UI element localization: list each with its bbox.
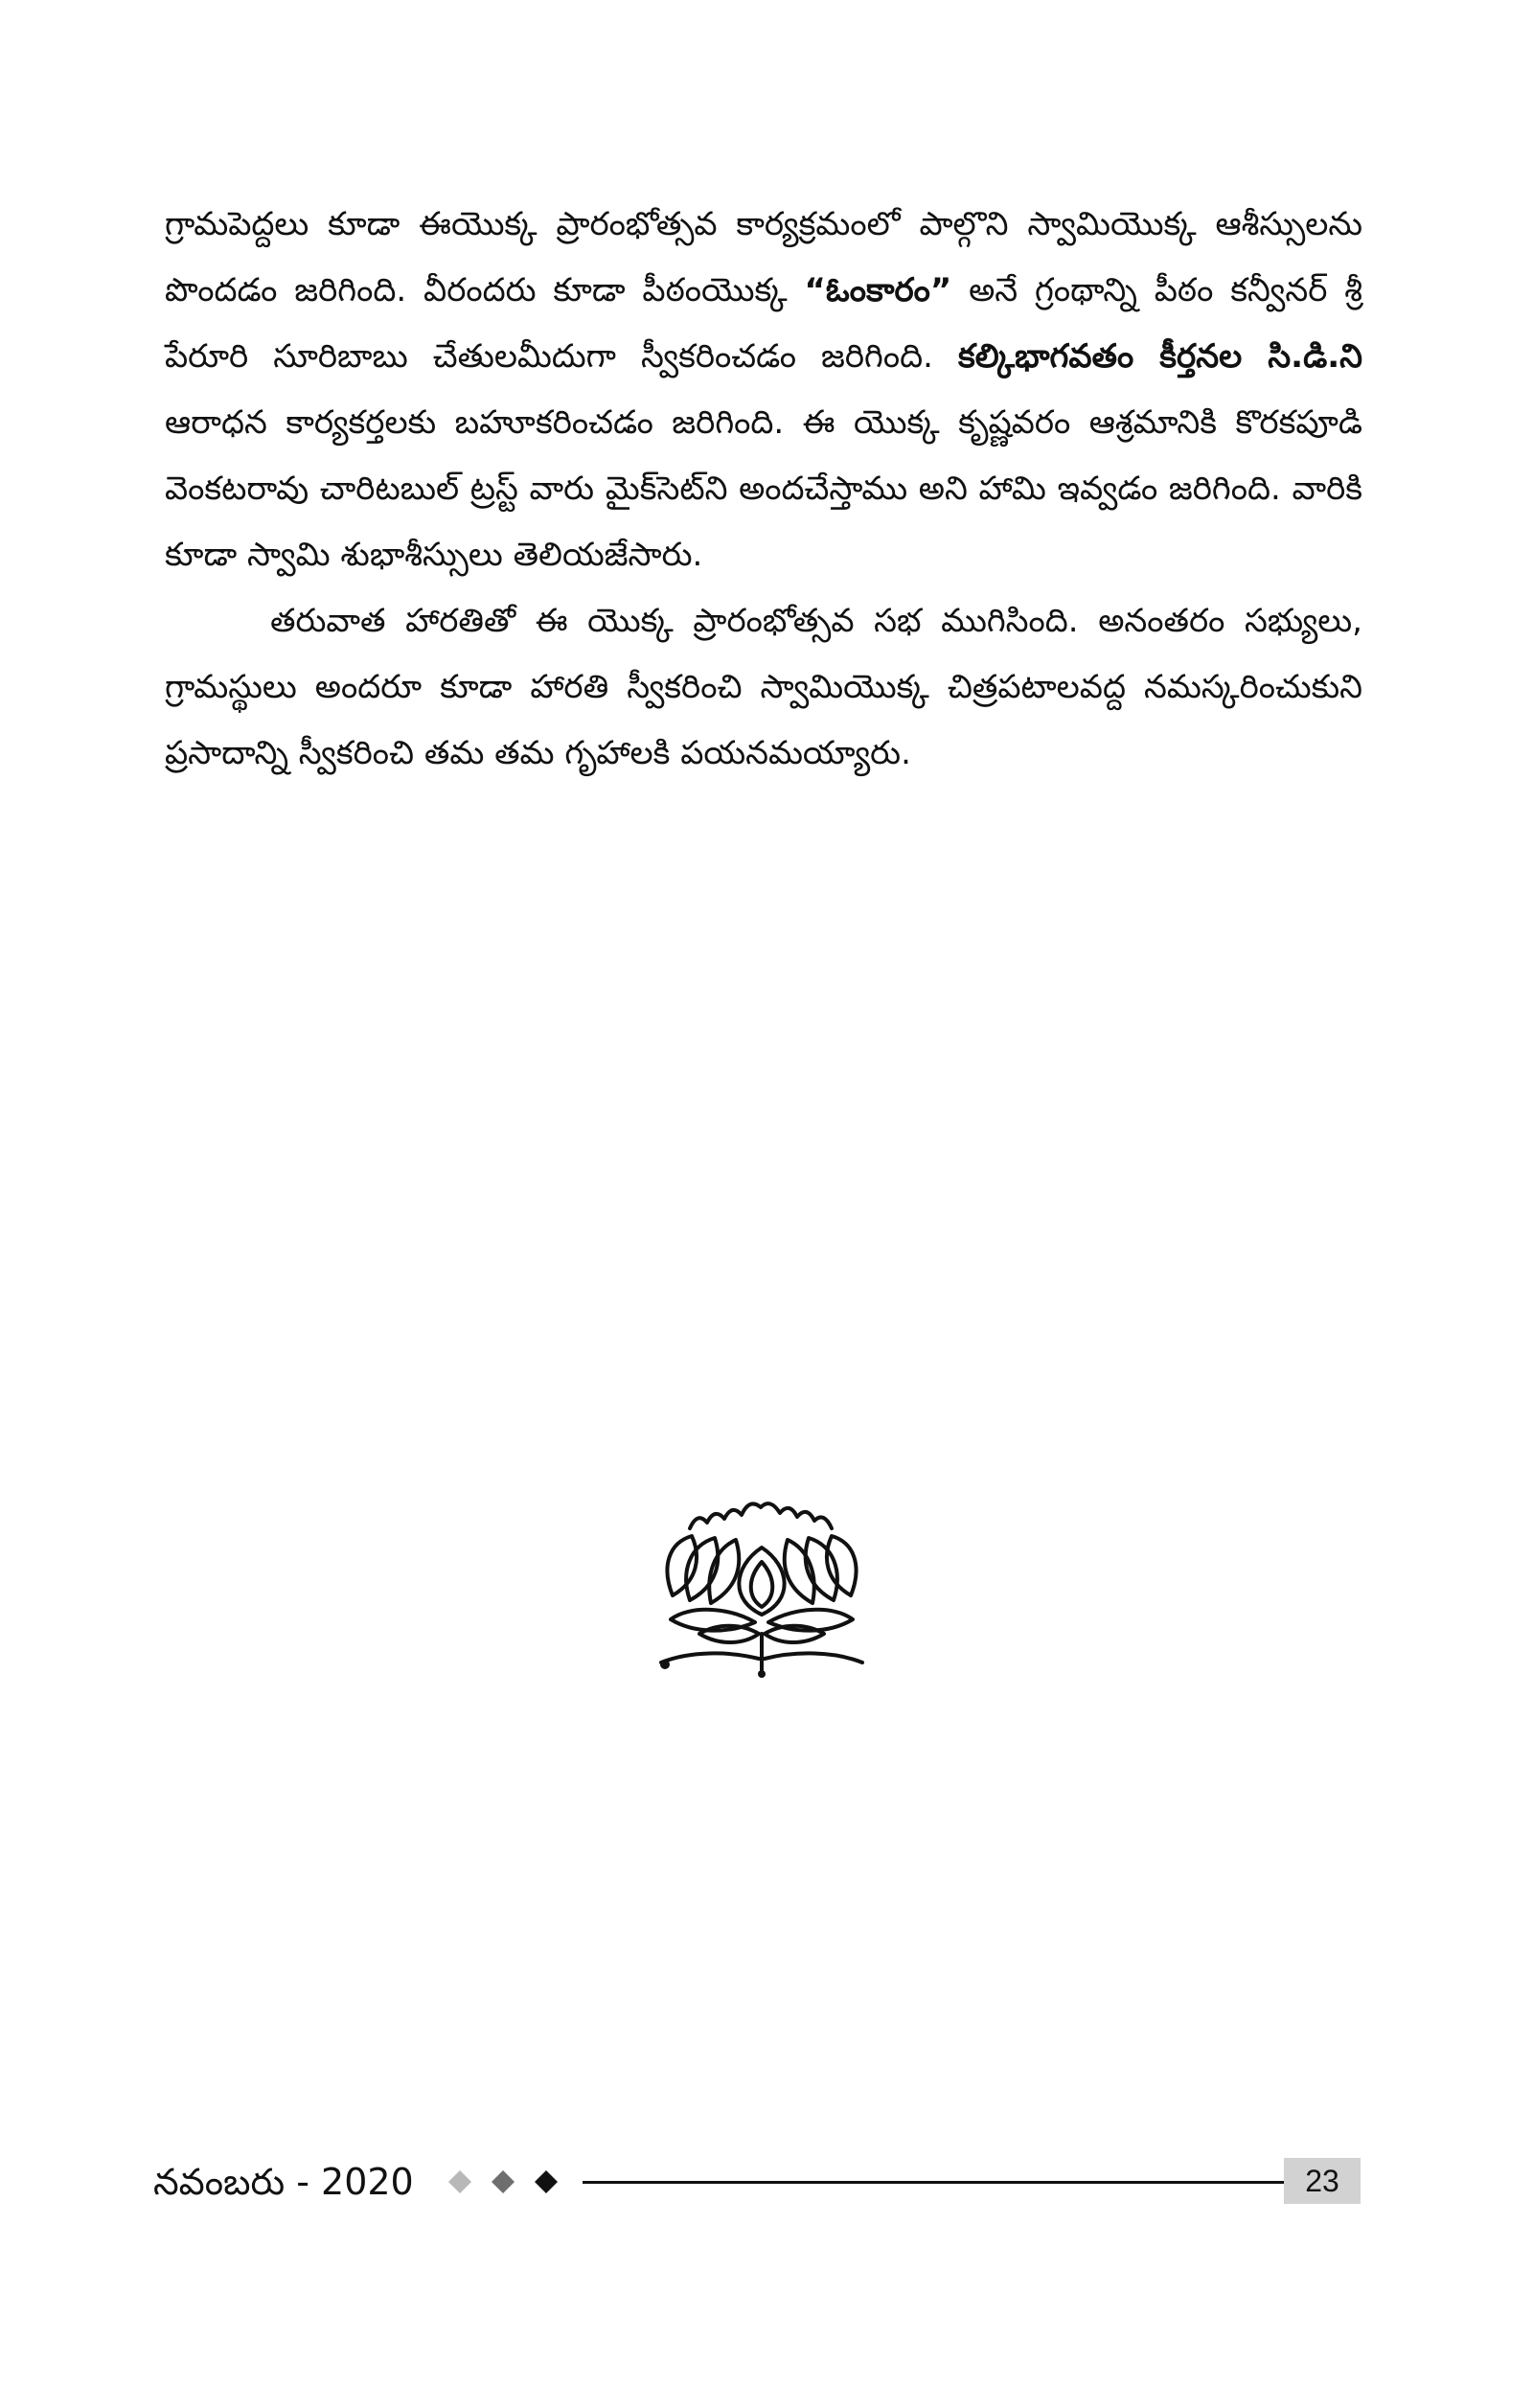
diamond-icon xyxy=(492,2170,515,2193)
paragraph-1-text-2: అనే గ్రంథాన్ని పీఠం కన్వీనర్ శ్రీ పేరూరి సూరిబాబు చేతులమీదుగా స్వీకరించడం జరిగింది. xyxy=(165,271,1362,376)
book-title-omkaram: “ఓంకారం” xyxy=(804,271,952,310)
body-text xyxy=(165,192,1362,787)
diamond-separator xyxy=(441,2167,575,2196)
paragraph-1-text-1: గ్రామపెద్దలు కూడా ఈయొక్క ప్రారంభోత్సవ కార్యక్రమంలో పాల్గొని స్వామియొక్క ఆశీస్సులను పొందడం జరిగింది. వీరందరు కూడా పీఠంయొక్క xyxy=(165,205,1362,310)
paragraph-1 xyxy=(165,192,1362,588)
lotus-icon xyxy=(652,1490,872,1682)
diamond-icon xyxy=(535,2170,558,2193)
paragraph-2-text: తరువాత హారతితో ఈ యొక్క ప్రారంభోత్సవ సభ ముగిసింది. అనంతరం సభ్యులు, గ్రామస్థులు అందరూ కూడా హారతి స్వీకరించి స్వామియొక్క చిత్రపటాలవద్ద నమస్కరించుకుని ప్రసాదాన్ని స్వీకరించి తమ తమ గృహాలకి పయనమయ్యారు. xyxy=(165,602,1362,772)
page-number: 23 xyxy=(1284,2158,1361,2204)
diamond-icon xyxy=(448,2170,471,2193)
paragraph-1-text-3: ఆరాధన కార్యకర్తలకు బహూకరించడం జరిగింది. ఈ యొక్క కృష్ణవరం ఆశ్రమానికి కొరకపూడి వెంకటరావు చారిటబుల్ ట్రస్ట్ వారు మైక్‌సెట్‌ని అందచేస్తాము అని హామి ఇవ్వడం జరిగింది. వారికి కూడా స్వామి శుభాశీస్సులు తెలియజేసారు. xyxy=(165,403,1362,574)
cd-title-kalki-bhagavatam: కల్కిభాగవతం కీర్తనల సి.డి.ని xyxy=(958,337,1363,376)
paragraph-2 xyxy=(165,588,1362,787)
footer-rule xyxy=(583,2181,1284,2184)
page-footer xyxy=(153,2156,1370,2213)
footer-issue-date: నవంబరు - 2020 xyxy=(153,2161,414,2203)
